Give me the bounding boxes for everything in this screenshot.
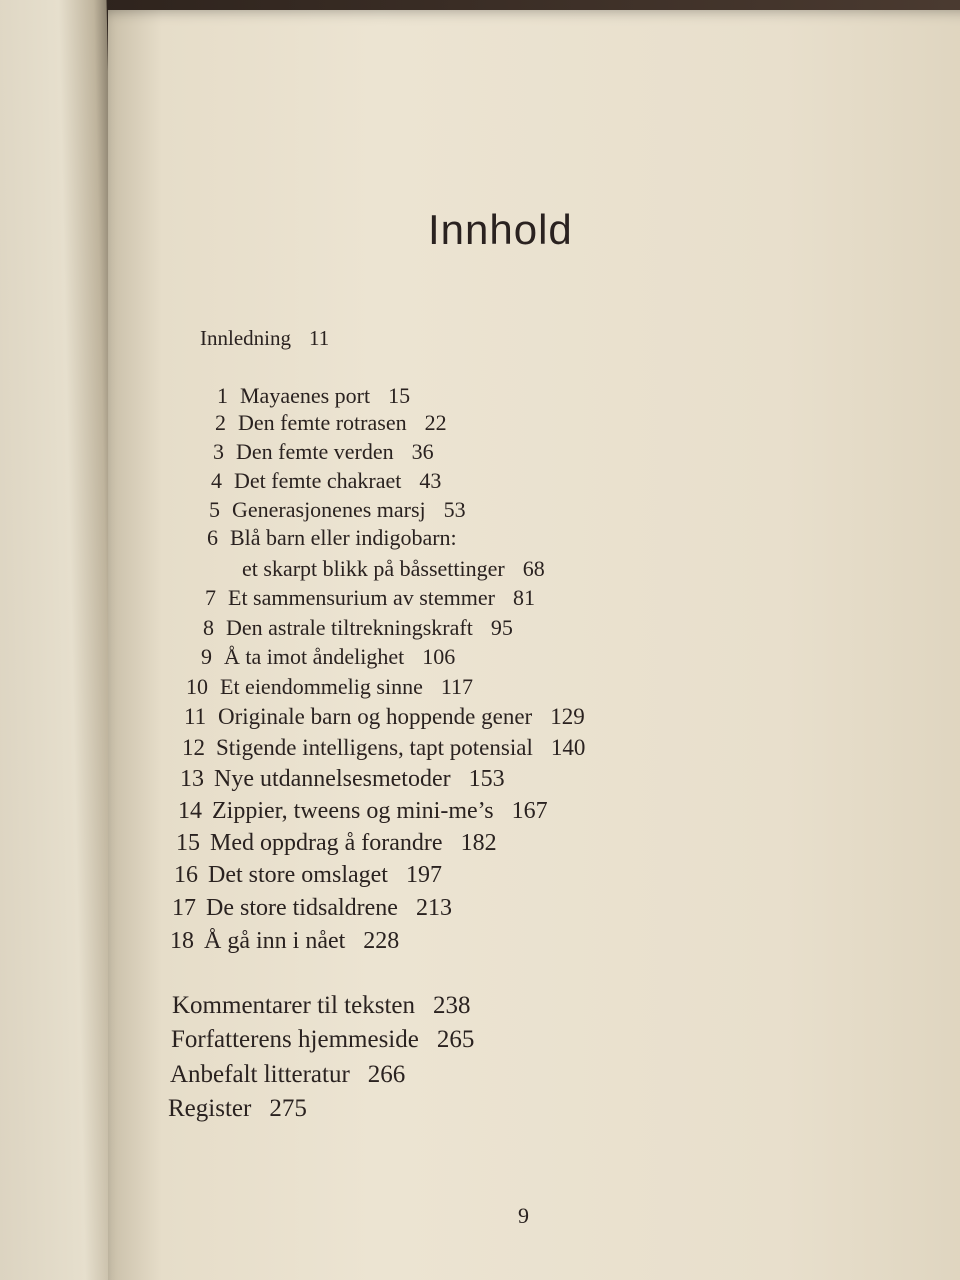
chapter-title: Den astrale tiltrekningskraft bbox=[226, 615, 473, 640]
chapter-number: 11 bbox=[184, 704, 207, 729]
chapter-title: Stigende intelligens, tapt potensial bbox=[216, 735, 533, 760]
chapter-page: 167 bbox=[511, 798, 548, 824]
chapter-number: 17 bbox=[172, 895, 196, 921]
toc-chapter-row bbox=[184, 704, 585, 730]
toc-chapter-row bbox=[200, 468, 441, 494]
toc-chapter-row bbox=[176, 830, 497, 857]
back-matter-page: 275 bbox=[269, 1095, 307, 1122]
toc-chapter-row bbox=[206, 383, 410, 409]
back-matter-title: Register bbox=[168, 1095, 252, 1122]
chapter-title: Det store omslaget bbox=[208, 862, 388, 888]
toc-chapter-row bbox=[194, 585, 535, 611]
chapter-page: 36 bbox=[411, 439, 434, 464]
chapter-number: 14 bbox=[178, 798, 202, 824]
chapter-number: 2 bbox=[215, 410, 226, 435]
chapter-title: Blå barn eller indigobarn: bbox=[230, 525, 457, 550]
toc-chapter-row bbox=[190, 644, 455, 670]
chapter-page: 117 bbox=[440, 674, 474, 699]
chapter-number: 12 bbox=[182, 735, 205, 760]
chapter-number: 3 bbox=[213, 439, 224, 464]
back-matter-title: Anbefalt litteratur bbox=[170, 1061, 350, 1088]
chapter-number: 10 bbox=[186, 674, 208, 699]
chapter-page: 68 bbox=[522, 556, 545, 581]
chapter-page: 81 bbox=[513, 585, 535, 610]
chapter-number: 4 bbox=[211, 468, 222, 493]
chapter-title: Den femte rotrasen bbox=[238, 410, 407, 435]
chapter-number: 15 bbox=[176, 830, 200, 856]
toc-chapter-row bbox=[178, 798, 548, 825]
chapter-page: 43 bbox=[419, 468, 442, 493]
toc-chapter-row bbox=[196, 525, 457, 551]
toc-chapter-row bbox=[202, 439, 434, 465]
chapter-page: 53 bbox=[443, 497, 466, 522]
back-matter-title: Kommentarer til teksten bbox=[172, 992, 415, 1019]
back-matter-page: 238 bbox=[432, 992, 471, 1019]
chapter-title: Å gå inn i nået bbox=[204, 928, 346, 954]
chapter-number: 18 bbox=[170, 928, 194, 954]
back-matter-title: Forfatterens hjemmeside bbox=[171, 1026, 419, 1053]
chapter-title: De store tidsaldrene bbox=[206, 895, 398, 921]
chapter-title: Nye utdannelsesmetoder bbox=[214, 766, 451, 792]
chapter-title: Originale barn og hoppende gener bbox=[218, 704, 533, 729]
toc-back-row bbox=[172, 992, 470, 1020]
toc-chapter-row-continued bbox=[242, 556, 545, 582]
page-number: 9 bbox=[518, 1203, 529, 1228]
toc-chapter-row bbox=[186, 674, 473, 700]
chapter-title: Et sammensurium av stemmer bbox=[228, 585, 495, 610]
chapter-page: 153 bbox=[468, 766, 505, 792]
chapter-title: Å ta imot åndelighet bbox=[224, 644, 405, 669]
chapter-page: 213 bbox=[415, 895, 452, 921]
toc-chapter-row bbox=[174, 862, 442, 889]
chapter-title: Den femte verden bbox=[236, 439, 394, 464]
toc-chapter-row bbox=[172, 895, 452, 922]
chapter-number: 16 bbox=[174, 862, 198, 888]
chapter-page: 106 bbox=[422, 644, 456, 669]
toc-chapter-row bbox=[170, 928, 399, 955]
toc-chapter-row bbox=[180, 766, 505, 793]
back-matter-page: 265 bbox=[436, 1026, 475, 1053]
toc-chapter-row bbox=[192, 615, 513, 641]
chapter-page: 15 bbox=[388, 383, 411, 408]
toc-back-row bbox=[170, 1061, 405, 1089]
toc-chapter-row bbox=[182, 735, 585, 761]
toc-chapter-row bbox=[198, 497, 466, 523]
chapter-number: 9 bbox=[201, 644, 212, 669]
page-title: Innhold bbox=[428, 206, 573, 253]
chapter-title: Det femte chakraet bbox=[234, 468, 402, 493]
toc-intro bbox=[200, 326, 329, 351]
chapter-page: 22 bbox=[424, 410, 447, 435]
chapter-page: 182 bbox=[460, 830, 497, 856]
chapter-number: 8 bbox=[203, 615, 214, 640]
chapter-number: 7 bbox=[205, 585, 216, 610]
chapter-title: Med oppdrag å forandre bbox=[210, 830, 443, 856]
chapter-number: 6 bbox=[207, 525, 218, 550]
back-matter-page: 266 bbox=[367, 1061, 406, 1088]
chapter-title-continued: et skarpt blikk på båssettinger bbox=[242, 556, 505, 581]
chapter-title: Zippier, tweens og mini-me’s bbox=[212, 798, 494, 824]
toc-intro-label: Innledning bbox=[200, 326, 291, 350]
toc-back-row bbox=[171, 1026, 474, 1054]
toc-intro-page: 11 bbox=[308, 326, 330, 350]
chapter-title: Et eiendommelig sinne bbox=[220, 674, 423, 699]
chapter-page: 95 bbox=[490, 615, 513, 640]
chapter-title: Generasjonenes marsj bbox=[232, 497, 426, 522]
chapter-page: 228 bbox=[363, 928, 400, 954]
toc-chapter-row bbox=[204, 410, 447, 436]
chapter-page: 197 bbox=[405, 862, 442, 888]
chapter-number: 13 bbox=[180, 766, 204, 792]
chapter-number: 5 bbox=[209, 497, 220, 522]
chapter-title: Mayaenes port bbox=[240, 383, 371, 408]
chapter-page: 129 bbox=[550, 704, 585, 729]
toc-back-row bbox=[168, 1095, 307, 1123]
chapter-number: 1 bbox=[217, 383, 228, 408]
chapter-page: 140 bbox=[550, 735, 586, 760]
